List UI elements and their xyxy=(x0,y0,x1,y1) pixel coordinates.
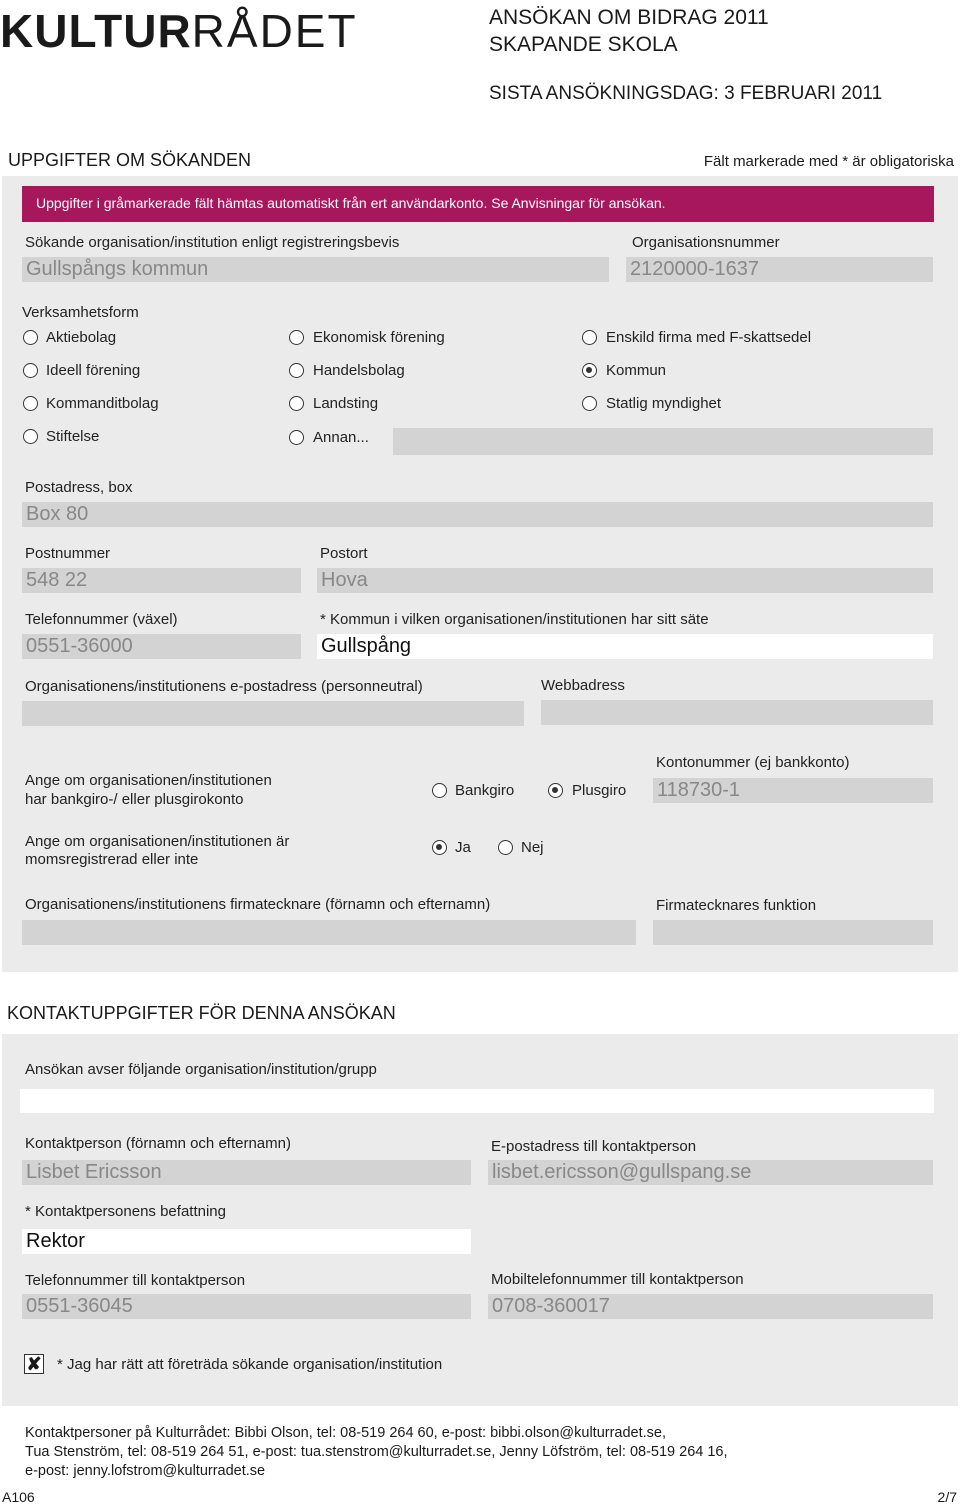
zip-field[interactable]: 548 22 xyxy=(22,568,301,593)
radio-handelsbolag[interactable] xyxy=(289,363,304,378)
footer-contacts-line3: e-post: jenny.lofstrom@kulturradet.se xyxy=(25,1463,266,1479)
postal-address-field[interactable]: Box 80 xyxy=(22,502,933,527)
postal-address-label: Postadress, box xyxy=(25,479,133,496)
contact-person-field[interactable]: Lisbet Ericsson xyxy=(22,1160,471,1185)
giro-question-line2: har bankgiro-/ eller plusgirokonto xyxy=(25,791,244,808)
city-field[interactable]: Hova xyxy=(317,568,933,593)
signatory-role-label: Firmatecknares funktion xyxy=(656,897,817,914)
applicant-section-title: UPPGIFTER OM SÖKANDEN xyxy=(8,150,252,170)
footer-contacts-line2: Tua Stenström, tel: 08-519 264 51, e-post: tua.stenstrom@kulturradet.se, Jenny Löfström, tel: 08-519 264 16, xyxy=(25,1444,728,1460)
radio-stiftelse[interactable] xyxy=(23,429,38,444)
radio-label-landsting: Landsting xyxy=(313,395,379,412)
contact-mobile-label: Mobiltelefonnummer till kontaktperson xyxy=(491,1271,744,1288)
phone-field[interactable]: 0551-36000 xyxy=(22,634,301,659)
signatory-field[interactable] xyxy=(22,920,636,945)
website-label: Webbadress xyxy=(541,677,625,694)
authority-label: * Jag har rätt att företräda sökande organisation/institution xyxy=(57,1356,443,1373)
radio-vat-nej[interactable] xyxy=(498,840,513,855)
radio-label-ekonomisk-forening: Ekonomisk förening xyxy=(313,329,445,346)
signatory-role-field[interactable] xyxy=(653,920,933,945)
form-title-line2: SKAPANDE SKOLA xyxy=(489,33,678,56)
contact-mobile-field[interactable]: 0708-360017 xyxy=(488,1294,933,1319)
radio-aktiebolag[interactable] xyxy=(23,330,38,345)
radio-label-stiftelse: Stiftelse xyxy=(46,428,100,445)
radio-label-ideell-forening: Ideell förening xyxy=(46,362,141,379)
radio-label-vat-nej: Nej xyxy=(521,839,544,856)
radio-label-plusgiro: Plusgiro xyxy=(572,782,627,799)
municipality-label: * Kommun i vilken organisationen/institutionen har sitt säte xyxy=(320,611,709,628)
website-field[interactable] xyxy=(541,700,933,725)
radio-label-handelsbolag: Handelsbolag xyxy=(313,362,405,379)
org-form-label: Verksamhetsform xyxy=(22,304,139,321)
phone-label: Telefonnummer (växel) xyxy=(25,611,178,628)
org-number-field[interactable]: 2120000-1637 xyxy=(626,257,933,282)
org-name-field[interactable]: Gullspångs kommun xyxy=(22,257,609,282)
radio-label-enskild-firma: Enskild firma med F-skattsedel xyxy=(606,329,812,346)
municipality-field[interactable]: Gullspång xyxy=(317,634,933,659)
footer-contacts-line1: Kontaktpersoner på Kulturrådet: Bibbi Olson, tel: 08-519 264 60, e-post: bibbi.olson@kulturradet.se, xyxy=(25,1425,667,1441)
org-email-label: Organisationens/institutionens e-postadress (personneutral) xyxy=(25,678,423,695)
giro-question-line1: Ange om organisationen/institutionen xyxy=(25,772,272,789)
deadline-text: SISTA ANSÖKNINGSDAG: 3 FEBRUARI 2011 xyxy=(489,83,883,104)
radio-plusgiro[interactable] xyxy=(548,783,563,798)
radio-annan[interactable] xyxy=(289,430,304,445)
logo-light-text: RÅDET xyxy=(191,5,358,57)
vat-question-line2: momsregistrerad eller inte xyxy=(25,851,199,868)
contact-phone-label: Telefonnummer till kontaktperson xyxy=(25,1272,246,1289)
contact-person-label: Kontaktperson (förnamn och efternamn) xyxy=(25,1135,291,1152)
radio-enskild-firma[interactable] xyxy=(582,330,597,345)
contact-email-label: E-postadress till kontaktperson xyxy=(491,1138,697,1155)
kulturradet-logo xyxy=(0,5,358,57)
authority-checkbox[interactable]: ✘ xyxy=(24,1354,44,1374)
radio-label-kommanditbolag: Kommanditbolag xyxy=(46,395,159,412)
radio-ideell-forening[interactable] xyxy=(23,363,38,378)
contact-title-field[interactable]: Rektor xyxy=(22,1229,471,1254)
info-banner: Uppgifter i gråmarkerade fält hämtas automatiskt från ert användarkonto. Se Anvisningar för ansökan. xyxy=(22,186,934,222)
city-label: Postort xyxy=(320,545,368,562)
contact-email-field[interactable]: lisbet.ericsson@gullspang.se xyxy=(488,1160,933,1185)
org-name-label: Sökande organisation/institution enligt registreringsbevis xyxy=(25,234,400,251)
account-number-field[interactable]: 118730-1 xyxy=(653,778,933,803)
contact-phone-field[interactable]: 0551-36045 xyxy=(22,1294,471,1319)
radio-landsting[interactable] xyxy=(289,396,304,411)
radio-label-vat-ja: Ja xyxy=(455,839,471,856)
radio-label-annan: Annan... xyxy=(313,429,369,446)
radio-kommanditbolag[interactable] xyxy=(23,396,38,411)
form-code: A106 xyxy=(2,1489,35,1505)
radio-label-bankgiro: Bankgiro xyxy=(455,782,515,799)
group-field[interactable] xyxy=(20,1089,934,1113)
radio-statlig-myndighet[interactable] xyxy=(582,396,597,411)
signatory-label: Organisationens/institutionens firmatecknare (förnamn och efternamn) xyxy=(25,896,491,913)
zip-label: Postnummer xyxy=(25,545,111,562)
required-note: Fält markerade med * är obligatoriska xyxy=(703,153,954,170)
org-number-label: Organisationsnummer xyxy=(632,234,780,251)
group-label: Ansökan avser följande organisation/institution/grupp xyxy=(25,1061,377,1078)
contact-section-title: KONTAKTUPPGIFTER FÖR DENNA ANSÖKAN xyxy=(7,1003,396,1023)
page-number: 2/7 xyxy=(937,1489,957,1505)
vat-question-line1: Ange om organisationen/institutionen är xyxy=(25,833,290,850)
radio-vat-ja[interactable] xyxy=(432,840,447,855)
radio-label-statlig-myndighet: Statlig myndighet xyxy=(606,395,722,412)
logo-bold-text: KULTUR xyxy=(0,5,192,57)
radio-kommun[interactable] xyxy=(582,363,597,378)
radio-bankgiro[interactable] xyxy=(432,783,447,798)
other-form-field[interactable] xyxy=(393,428,933,455)
form-title-line1: ANSÖKAN OM BIDRAG 2011 xyxy=(489,6,769,29)
radio-label-aktiebolag: Aktiebolag xyxy=(46,329,117,346)
contact-title-label: * Kontaktpersonens befattning xyxy=(25,1203,226,1220)
account-number-label: Kontonummer (ej bankkonto) xyxy=(656,754,850,771)
org-email-field[interactable] xyxy=(22,701,524,726)
radio-ekonomisk-forening[interactable] xyxy=(289,330,304,345)
radio-label-kommun: Kommun xyxy=(606,362,667,379)
